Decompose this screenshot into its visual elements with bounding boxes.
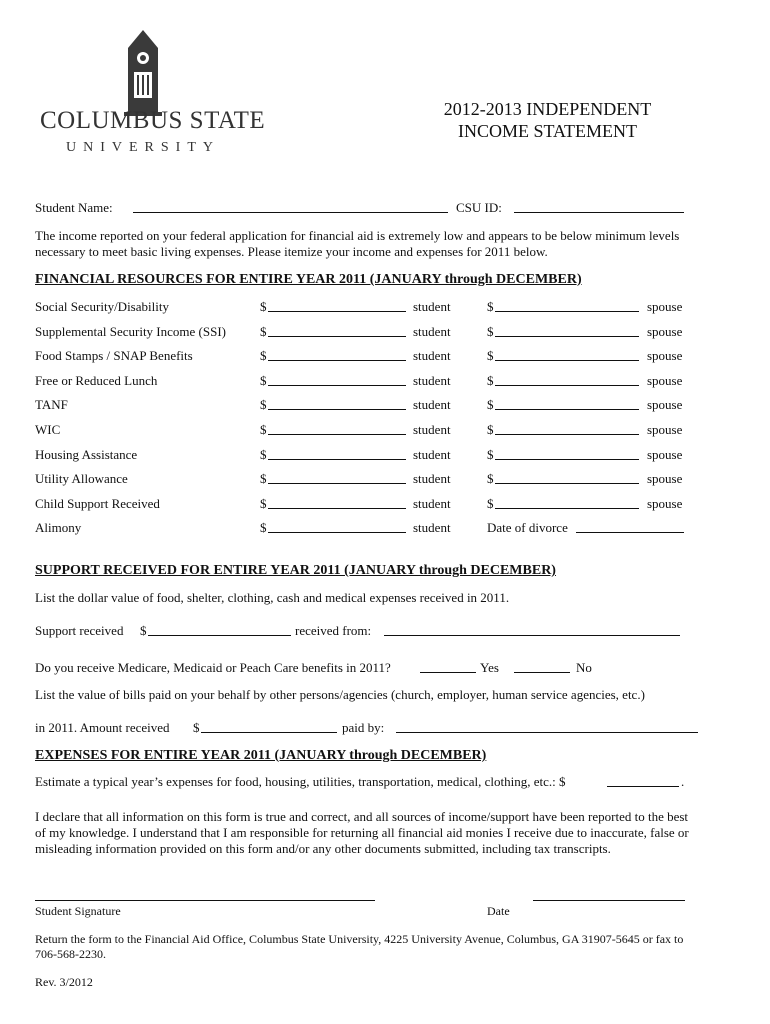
- expenses-amount-field[interactable]: [607, 774, 679, 787]
- student-currency: $: [260, 373, 267, 388]
- spouse-amount-field[interactable]: [495, 324, 639, 337]
- declaration-paragraph: I declare that all information on this form is true and correct, and all sources of income/support have been reported to the best of my knowledge. I understand that I am responsible for returning all financial aid monies I receive due to inaccurate, false or misleading information provided on this form and/or any other documents submitted, including tax transcripts.: [35, 809, 689, 856]
- student-suffix: student: [413, 471, 451, 486]
- spouse-currency: $: [487, 397, 494, 412]
- student-amount-field[interactable]: [268, 299, 406, 312]
- resource-label: Social Security/Disability: [35, 299, 169, 314]
- spouse-amount-field[interactable]: [495, 373, 639, 386]
- spouse-suffix: spouse: [647, 447, 683, 462]
- expenses-estimate-text: Estimate a typical year’s expenses for food, housing, utilities, transportation, medical, clothing, etc.: $: [35, 774, 566, 789]
- student-currency: $: [260, 299, 267, 314]
- student-amount-field[interactable]: [268, 324, 406, 337]
- student-suffix: student: [413, 299, 451, 314]
- student-suffix: student: [413, 520, 451, 535]
- expenses-period: .: [681, 774, 685, 789]
- expenses-heading: EXPENSES FOR ENTIRE YEAR 2011 (JANUARY through DECEMBER): [35, 748, 487, 763]
- spouse-suffix: spouse: [647, 397, 683, 412]
- spouse-amount-field[interactable]: [495, 422, 639, 435]
- student-suffix: student: [413, 447, 451, 462]
- logo-name: COLUMBUS STATE: [40, 107, 266, 134]
- signature-line[interactable]: [35, 900, 375, 901]
- spouse-suffix: spouse: [647, 471, 683, 486]
- student-currency: $: [260, 397, 267, 412]
- student-suffix: student: [413, 422, 451, 437]
- spouse-currency: $: [487, 324, 494, 339]
- student-amount-field[interactable]: [268, 397, 406, 410]
- resource-label: TANF: [35, 397, 68, 412]
- date-line[interactable]: [533, 900, 685, 901]
- form-title: [405, 98, 690, 142]
- student-amount-field[interactable]: [268, 520, 406, 533]
- spouse-currency: $: [487, 422, 494, 437]
- csu-id-label: CSU ID:: [456, 200, 502, 215]
- student-currency: $: [260, 324, 267, 339]
- spouse-suffix: spouse: [647, 299, 683, 314]
- resource-label: Utility Allowance: [35, 471, 128, 486]
- received-from-label: received from:: [295, 623, 372, 638]
- resource-label: Housing Assistance: [35, 447, 138, 462]
- medicare-no-field[interactable]: [514, 660, 570, 673]
- medicare-yes-field[interactable]: [420, 660, 476, 673]
- student-amount-field[interactable]: [268, 471, 406, 484]
- spouse-amount-field[interactable]: [495, 348, 639, 361]
- student-suffix: student: [413, 324, 451, 339]
- student-signature-label: Student Signature: [35, 904, 121, 918]
- spouse-currency: $: [487, 447, 494, 462]
- resource-label: Alimony: [35, 520, 82, 535]
- support-list-text: List the dollar value of food, shelter, clothing, cash and medical expenses received in 2011.: [35, 590, 510, 605]
- resource-label: WIC: [35, 422, 61, 437]
- paid-by-label: paid by:: [342, 720, 385, 735]
- spouse-suffix: spouse: [647, 373, 683, 388]
- spouse-currency: $: [487, 299, 494, 314]
- spouse-suffix: spouse: [647, 496, 683, 511]
- support-amount-field[interactable]: [148, 623, 291, 636]
- divorce-date-label: Date of divorce: [487, 520, 568, 535]
- support-currency: $: [140, 623, 147, 638]
- spouse-suffix: spouse: [647, 324, 683, 339]
- student-currency: $: [260, 496, 267, 511]
- student-currency: $: [260, 520, 267, 535]
- form-title-line1: 2012-2013 INDEPENDENT: [443, 99, 652, 119]
- student-amount-field[interactable]: [268, 447, 406, 460]
- resource-label: Supplemental Security Income (SSI): [35, 324, 226, 339]
- student-amount-field[interactable]: [268, 422, 406, 435]
- student-currency: $: [260, 447, 267, 462]
- student-amount-field[interactable]: [268, 496, 406, 509]
- logo-subtitle: UNIVERSITY: [66, 140, 220, 155]
- intro-paragraph: The income reported on your federal application for financial aid is extremely low and appears to be below minimum levels necessary to meet basic living expenses. Please itemize your income and expenses for 2011 below.: [35, 228, 680, 259]
- bills-text: List the value of bills paid on your behalf by other persons/agencies (church, employer, human service agencies, etc.): [35, 687, 645, 702]
- spouse-suffix: spouse: [647, 422, 683, 437]
- support-heading: SUPPORT RECEIVED FOR ENTIRE YEAR 2011 (JANUARY through DECEMBER): [35, 563, 556, 578]
- paid-by-field[interactable]: [396, 720, 698, 733]
- return-instructions: Return the form to the Financial Aid Office, Columbus State University, 4225 University Avenue, Columbus, GA 31907-5645 or fax to 706-568-2230.: [35, 932, 684, 961]
- student-suffix: student: [413, 397, 451, 412]
- resource-label: Child Support Received: [35, 496, 160, 511]
- spouse-amount-field[interactable]: [495, 496, 639, 509]
- medicare-no-label: No: [576, 660, 592, 675]
- divorce-date-field[interactable]: [576, 520, 684, 533]
- spouse-currency: $: [487, 373, 494, 388]
- resource-label: Free or Reduced Lunch: [35, 373, 158, 388]
- amount-currency: $: [193, 720, 200, 735]
- spouse-amount-field[interactable]: [495, 471, 639, 484]
- amount-received-label: in 2011. Amount received: [35, 720, 170, 735]
- student-amount-field[interactable]: [268, 348, 406, 361]
- student-currency: $: [260, 348, 267, 363]
- student-suffix: student: [413, 348, 451, 363]
- spouse-currency: $: [487, 471, 494, 486]
- spouse-currency: $: [487, 496, 494, 511]
- student-amount-field[interactable]: [268, 373, 406, 386]
- medicare-yes-label: Yes: [480, 660, 499, 675]
- student-currency: $: [260, 471, 267, 486]
- spouse-currency: $: [487, 348, 494, 363]
- student-name-field[interactable]: [133, 200, 448, 213]
- student-suffix: student: [413, 496, 451, 511]
- spouse-amount-field[interactable]: [495, 447, 639, 460]
- revision-note: Rev. 3/2012: [35, 975, 93, 989]
- date-label: Date: [487, 904, 510, 918]
- spouse-amount-field[interactable]: [495, 299, 639, 312]
- student-suffix: student: [413, 373, 451, 388]
- received-from-field[interactable]: [384, 623, 680, 636]
- resources-heading: FINANCIAL RESOURCES FOR ENTIRE YEAR 2011 (JANUARY through DECEMBER): [35, 272, 582, 287]
- medicare-question: Do you receive Medicare, Medicaid or Peach Care benefits in 2011?: [35, 660, 391, 675]
- resource-label: Food Stamps / SNAP Benefits: [35, 348, 193, 363]
- spouse-suffix: spouse: [647, 348, 683, 363]
- amount-received-field[interactable]: [201, 720, 337, 733]
- csu-id-field[interactable]: [514, 200, 684, 213]
- spouse-amount-field[interactable]: [495, 397, 639, 410]
- student-currency: $: [260, 422, 267, 437]
- student-name-label: Student Name:: [35, 200, 113, 215]
- form-title-line2: INCOME STATEMENT: [457, 121, 638, 141]
- support-received-label: Support received: [35, 623, 124, 638]
